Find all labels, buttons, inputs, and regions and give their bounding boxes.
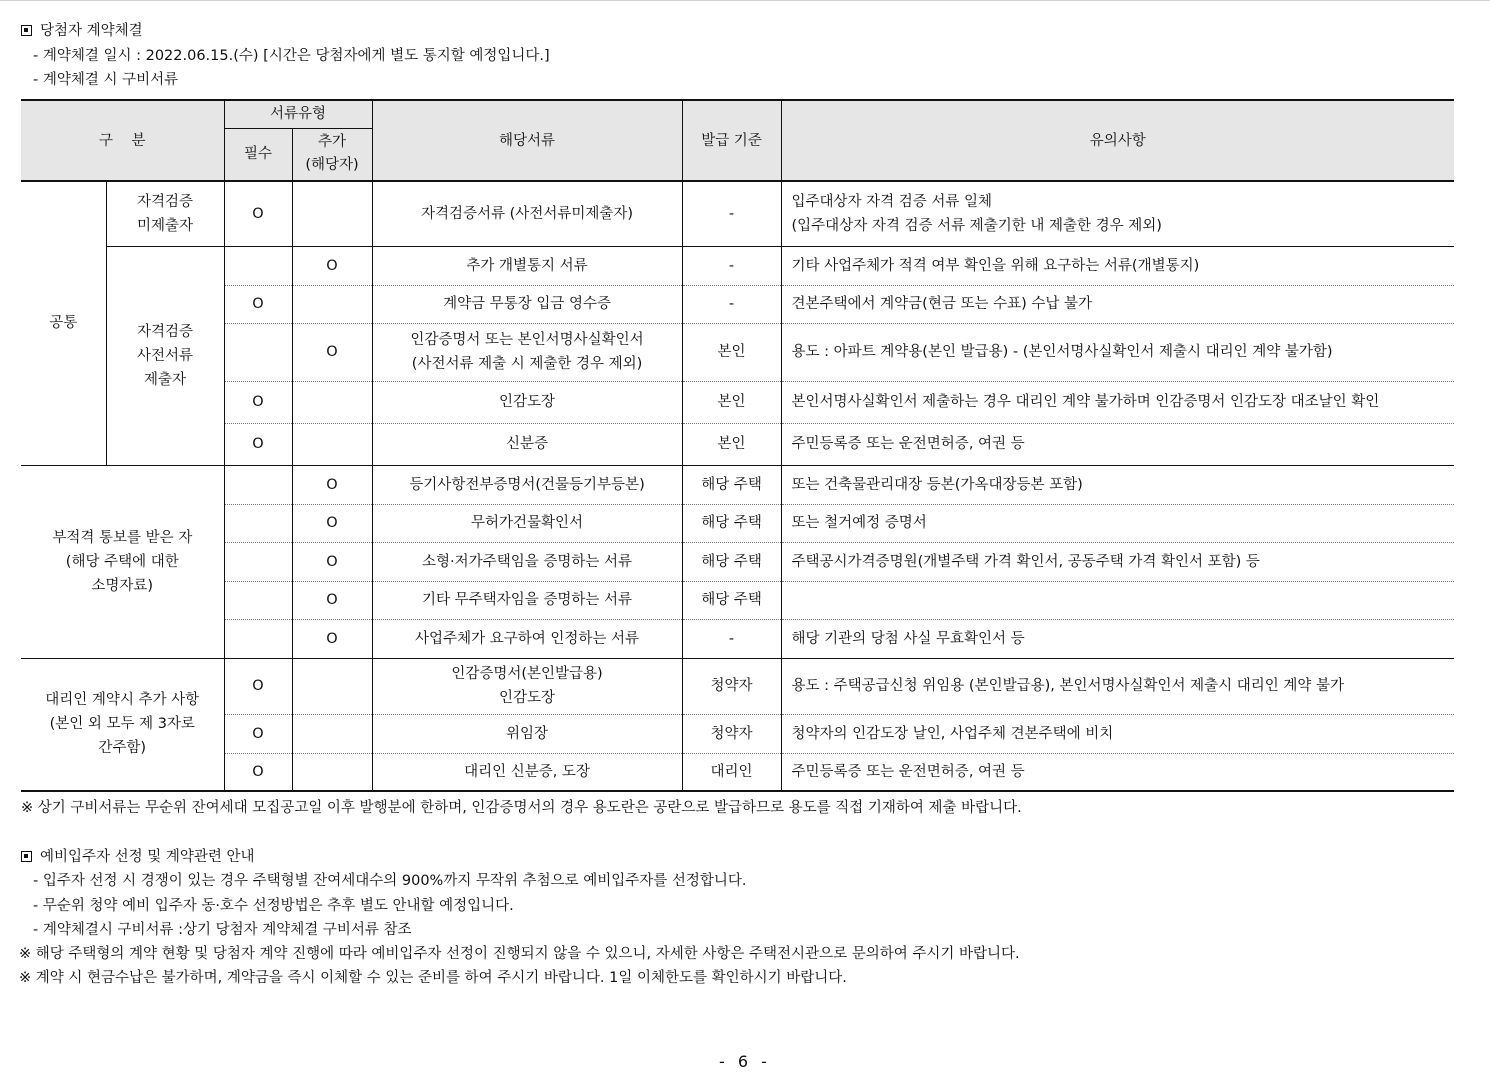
cell-basis: 해당 주택 [682, 581, 781, 619]
table-footnote: ※ 상기 구비서류는 무순위 잔여세대 모집공고일 이후 발행분에 한하며, 인감증명서의 경우 용도란은 공란으로 발급하므로 용도를 직접 기재하여 제출 바랍니다. [21, 800, 1022, 816]
cell-basis: - [682, 181, 781, 246]
cell-additional: O [292, 323, 372, 381]
cell-note: 주민등록증 또는 운전면허증, 여권 등 [781, 423, 1454, 465]
section2-note-2: ※ 계약 시 현금수납은 불가하며, 계약금을 즉시 이체할 수 있는 준비를 하여 주시기 바랍니다. 1일 이체한도를 확인하시기 바랍니다. [19, 970, 847, 986]
cell-note [781, 181, 1454, 246]
table-row [21, 246, 1454, 285]
group-proxy-line3: 간주함) [98, 740, 147, 757]
cell-document: 추가 개별통지 서류 [372, 246, 682, 285]
section2-title: 예비입주자 선정 및 계약관련 안내 [40, 849, 255, 865]
cell-required [224, 581, 292, 619]
header-additional-sub: (해당자) [305, 157, 359, 174]
cell-note: 용도 : 주택공급신청 위임용 (본인발급용), 본인서명사실확인서 제출시 대리인 계약 불가 [781, 658, 1454, 714]
cell-document: 등기사항전부증명서(건물등기부등본) [372, 465, 682, 504]
table-row [21, 542, 1454, 581]
cell-additional: O [292, 246, 372, 285]
cell-additional: O [292, 619, 372, 658]
header-document: 해당서류 [372, 100, 682, 181]
cell-required: O [224, 285, 292, 323]
cell-document: 인감도장 [372, 381, 682, 423]
cell-document: 기타 무주택자임을 증명하는 서류 [372, 581, 682, 619]
group-proxy-line2: (본인 외 모두 제 3자로 [49, 716, 195, 733]
table-row [21, 504, 1454, 542]
cell-additional: O [292, 504, 372, 542]
cell-basis: 본인 [682, 423, 781, 465]
section1-title: 당첨자 계약체결 [40, 23, 143, 39]
table-row [21, 465, 1454, 504]
cell-basis: 본인 [682, 381, 781, 423]
cell-note: 또는 철거예정 증명서 [781, 504, 1454, 542]
cell-required [224, 504, 292, 542]
cell-required: O [224, 753, 292, 791]
group-unsubmitted [106, 181, 224, 246]
header-issue-basis: 발급 기준 [682, 100, 781, 181]
cell-required [224, 246, 292, 285]
cell-document-line2: 인감도장 [499, 690, 556, 706]
table-row [21, 619, 1454, 658]
cell-additional [292, 423, 372, 465]
cell-note: 주민등록증 또는 운전면허증, 여권 등 [781, 753, 1454, 791]
cell-note-line1: 입주대상자 자격 검증 서류 일체 [791, 193, 993, 210]
cell-basis: 청약자 [682, 658, 781, 714]
section2-note-1: ※ 해당 주택형의 계약 현황 및 당첨자 계약 진행에 따라 예비입주자 선정이 진행되지 않을 수 있으니, 자세한 사항은 주택전시관으로 문의하여 주시기 바랍니다. [19, 946, 1020, 962]
cell-document: 자격검증서류 (사전서류미제출자) [372, 181, 682, 246]
cell-additional [292, 181, 372, 246]
cell-document: 계약금 무통장 입금 영수증 [372, 285, 682, 323]
table-row [21, 581, 1454, 619]
cell-note: 견본주택에서 계약금(현금 또는 수표) 수납 불가 [781, 285, 1454, 323]
cell-required: O [224, 658, 292, 714]
cell-note: 청약자의 인감도장 날인, 사업주체 견본주택에 비치 [781, 714, 1454, 753]
table-row [21, 714, 1454, 753]
cell-additional [292, 381, 372, 423]
section2-heading [21, 847, 255, 867]
cell-required [224, 465, 292, 504]
table-row [21, 285, 1454, 323]
cell-required: O [224, 423, 292, 465]
cell-basis: 해당 주택 [682, 504, 781, 542]
header-additional-label: 추가 [318, 134, 347, 151]
table-row [21, 323, 1454, 381]
cell-document [372, 658, 682, 714]
group-unsubmitted-line1: 자격검증 [136, 193, 194, 210]
page-top-rule [0, 0, 1490, 1]
cell-document-line2: (사전서류 제출 시 제출한 경우 제외) [411, 356, 643, 372]
section2-bullet-1: - 입주자 선정 시 경쟁이 있는 경우 주택형별 잔여세대수의 900%까지 무작위 추첨으로 예비입주자를 선정합니다. [33, 873, 747, 889]
cell-required [224, 619, 292, 658]
cell-additional [292, 714, 372, 753]
group-unsubmitted-line2: 미제출자 [136, 217, 194, 234]
header-category: 구 분 [21, 100, 224, 181]
table-row [21, 381, 1454, 423]
group-ineligible-line1: 부적격 통보를 받은 자 [52, 529, 193, 546]
group-proxy-line1: 대리인 계약시 추가 사항 [45, 692, 200, 709]
header-required: 필수 [224, 128, 292, 181]
cell-basis: 해당 주택 [682, 465, 781, 504]
cell-document: 무허가건물확인서 [372, 504, 682, 542]
cell-basis: - [682, 246, 781, 285]
cell-basis: - [682, 619, 781, 658]
cell-document-line1: 인감증명서 또는 본인서명사실확인서 [410, 332, 644, 348]
cell-required: O [224, 714, 292, 753]
cell-additional [292, 753, 372, 791]
cell-note: 용도 : 아파트 계약용(본인 발급용) - (본인서명사실확인서 제출시 대리인 계약 불가함) [781, 323, 1454, 381]
cell-required: O [224, 381, 292, 423]
checkbox-square-icon [21, 25, 32, 36]
cell-additional: O [292, 542, 372, 581]
checkbox-square-icon [21, 851, 32, 862]
cell-document-line1: 인감증명서(본인발급용) [451, 666, 603, 682]
cell-document: 사업주체가 요구하여 인정하는 서류 [372, 619, 682, 658]
cell-basis: 청약자 [682, 714, 781, 753]
section1-bullet-1: - 계약체결 일시 : 2022.06.15.(수) [시간은 당첨자에게 별도 통지할 예정입니다.] [33, 48, 550, 64]
table-row [21, 181, 1454, 246]
group-submitted-line1: 자격검증 [136, 323, 194, 340]
header-notes: 유의사항 [781, 100, 1454, 181]
header-doc-type: 서류유형 [224, 100, 372, 128]
cell-document: 신분증 [372, 423, 682, 465]
cell-basis: - [682, 285, 781, 323]
section1-heading [21, 21, 143, 41]
cell-document: 위임장 [372, 714, 682, 753]
cell-note: 또는 건축물관리대장 등본(가옥대장등본 포함) [781, 465, 1454, 504]
cell-additional: O [292, 465, 372, 504]
group-ineligible [21, 465, 224, 658]
table-row [21, 753, 1454, 791]
cell-note: 해당 기관의 당첨 사실 무효확인서 등 [781, 619, 1454, 658]
cell-basis: 해당 주택 [682, 542, 781, 581]
section2-bullet-2: - 무순위 청약 예비 입주자 동·호수 선정방법은 추후 별도 안내할 예정입니다. [33, 898, 514, 914]
section1-bullet-2: - 계약체결 시 구비서류 [33, 72, 179, 88]
section2-bullet-3: - 계약체결시 구비서류 :상기 당첨자 계약체결 구비서류 참조 [33, 922, 412, 938]
cell-document [372, 323, 682, 381]
cell-required [224, 323, 292, 381]
cell-additional [292, 658, 372, 714]
group-ineligible-line3: 소명자료) [91, 577, 154, 594]
cell-basis: 대리인 [682, 753, 781, 791]
cell-additional [292, 285, 372, 323]
cell-note: 본인서명사실확인서 제출하는 경우 대리인 계약 불가하며 인감증명서 인감도장 대조날인 확인 [781, 381, 1454, 423]
table-row [21, 423, 1454, 465]
group-submitted-line2: 사전서류 [136, 347, 194, 364]
group-submitted [106, 246, 224, 465]
cell-note: 기타 사업주체가 적격 여부 확인을 위해 요구하는 서류(개별통지) [781, 246, 1454, 285]
cell-note: 주택공시가격증명원(개별주택 가격 확인서, 공동주택 가격 확인서 포함) 등 [781, 542, 1454, 581]
table-row [21, 658, 1454, 714]
cell-document: 대리인 신분증, 도장 [372, 753, 682, 791]
group-common: 공통 [21, 181, 106, 465]
cell-basis: 본인 [682, 323, 781, 381]
cell-note [781, 581, 1454, 619]
cell-required: O [224, 181, 292, 246]
cell-document: 소형·저가주택임을 증명하는 서류 [372, 542, 682, 581]
header-additional [292, 128, 372, 181]
group-ineligible-line2: (해당 주택에 대한 [65, 553, 179, 570]
group-proxy [21, 658, 224, 791]
group-submitted-line3: 제출자 [143, 371, 187, 388]
page-number: - 6 - [719, 1052, 771, 1071]
cell-note-line2: (입주대상자 자격 검증 서류 제출기한 내 제출한 경우 제외) [791, 217, 1162, 234]
cell-required [224, 542, 292, 581]
required-documents-table [21, 99, 1454, 792]
cell-additional: O [292, 581, 372, 619]
